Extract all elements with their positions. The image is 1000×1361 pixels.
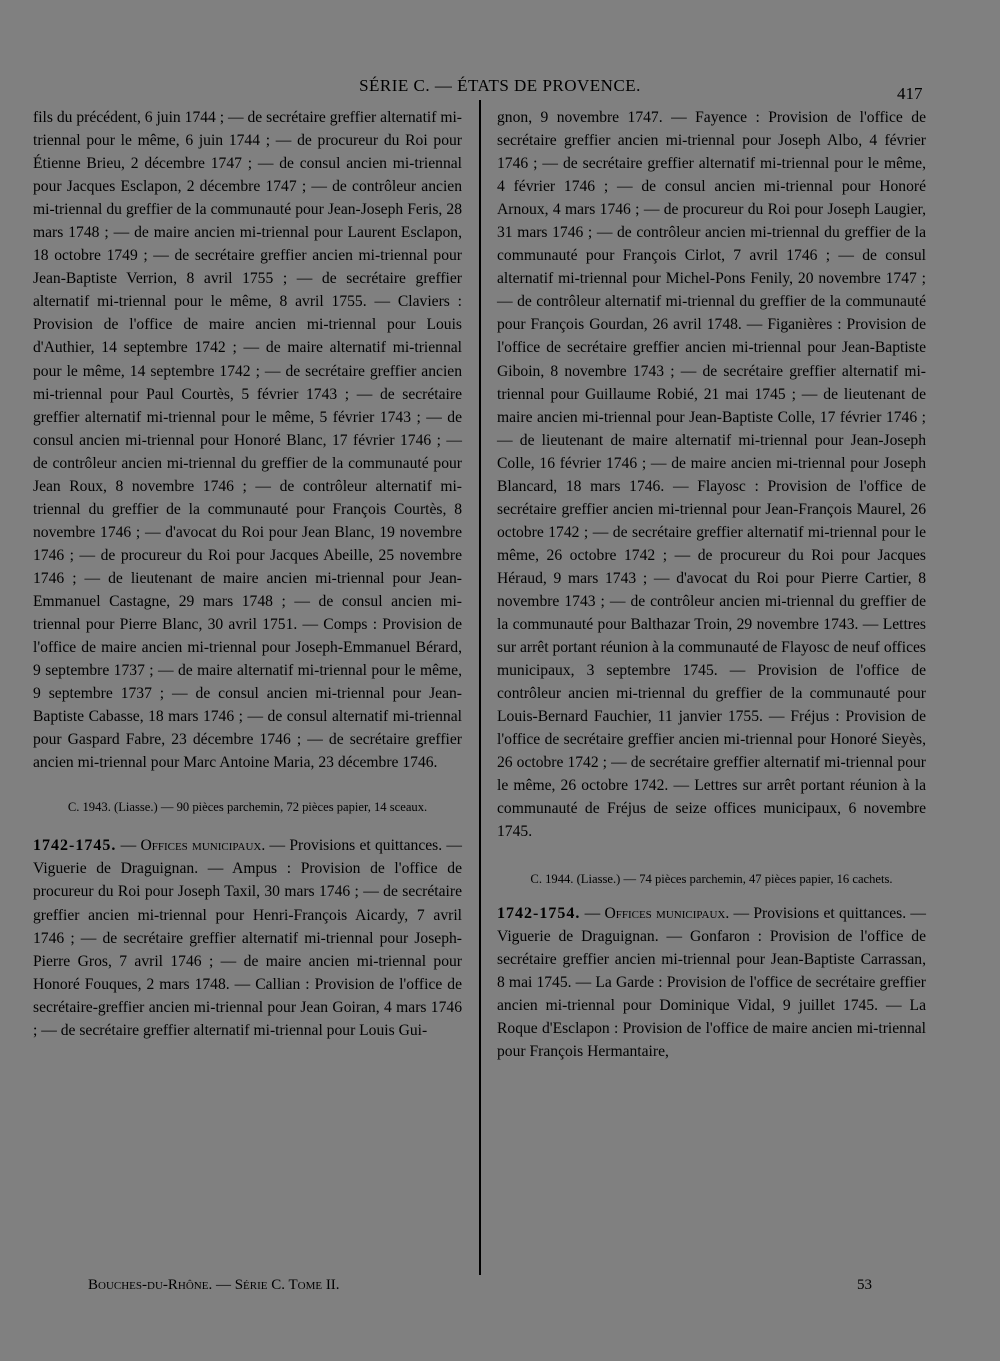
page-header-title: SÉRIE C. — ÉTATS DE PROVENCE.: [359, 76, 641, 95]
entry-1943: [33, 834, 462, 1041]
footer-series-title: Bouches-du-Rhône. — Série C. Tome II.: [88, 1277, 340, 1293]
page-number: 417: [897, 84, 923, 103]
entry-heading: — Offices municipaux.: [580, 904, 730, 922]
right-continuation-text: gnon, 9 novembre 1747. — Fayence : Provision de l'office de secrétaire greffier ancien mi-triennal pour Joseph Albo, 4 février 1746 ; — de secrétaire greffier alternatif mi-triennal pour le même, 4 février 1746 ; — de consul ancien mi-triennal pour Honoré Arnoux, 4 mars 1746 ; — de procureur du Roi pour Joseph Laugier, 31 mars 1746 ; — de contrôleur ancien mi-triennal du greffier de la communauté pour François Cirlot, 7 avril 1746 ; — de consul alternatif mi-triennal pour Michel-Pons Fenily, 20 novembre 1747 ; — de contrôleur alternatif mi-triennal du greffier de la communauté pour François Gourdan, 26 avril 1748. — Figanières : Provision de l'office de secrétaire greffier ancien mi-triennal pour Jean-Baptiste Giboin, 8 novembre 1743 ; — de secrétaire greffier alternatif mi-triennal pour Guillaume Robié, 21 mai 1745 ; — de lieutenant de maire ancien mi-triennal pour Jean-Baptiste Colle, 17 février 1746 ; — de lieutenant de maire alternatif mi-triennal pour Jean-Joseph Colle, 16 février 1746 ; — de maire ancien mi-triennal pour Joseph Blancard, 18 mars 1746. — Flayosc : Provision de l'office de secrétaire greffier ancien mi-triennal pour Jean-François Maurel, 26 octobre 1742 ; — de secrétaire greffier alternatif mi-triennal pour le même, 26 octobre 1742 ; — de procureur du Roi pour Jacques Héraud, 9 mars 1743 ; — d'avocat du Roi pour Pierre Cartier, 8 novembre 1743 ; — de contrôleur ancien mi-triennal du greffier de la communauté pour Balthazar Troin, 29 novembre 1743. — Lettres sur arrêt portant réunion à la communauté de Flayosc de neuf offices municipaux, 3 septembre 1745. — Provision de l'office de contrôleur ancien mi-triennal du greffier de la communauté pour Louis-Bernard Fauchier, 11 janvier 1755. — Fréjus : Provision de l'office de secrétaire greffier ancien mi-triennal pour Honoré Sieyès, 26 octobre 1742 ; — de secrétaire greffier alternatif mi-triennal pour le même, 26 octobre 1742. — Lettres sur arrêt portant réunion à la communauté de Fréjus de seize offices municipaux, 6 novembre 1745.: [497, 109, 926, 841]
entry-date-range: 1742-1745.: [33, 837, 117, 855]
entry-text: — Provisions et quittances. — Viguerie de Draguignan. — Ampus : Provision de l'office de procureur du Roi pour Joseph Taxil, 30 mars 1746 ; — de secrétaire greffier ancien mi-triennal pour Henri-François Aicardy, 7 avril 1746 ; — de secrétaire greffier alternatif mi-triennal pour Joseph-Pierre Gros, 7 avril 1746 ; — de maire ancien mi-triennal pour Honoré Fouques, 2 mars 1748. — Callian : Provision de l'office de secrétaire-greffier ancien mi-triennal pour Jean Goiran, 4 mars 1746 ; — de secrétaire greffier alternatif mi-triennal pour Louis Gui-: [33, 837, 462, 1039]
left-continuation-text: fils du précédent, 6 juin 1744 ; — de secrétaire greffier alternatif mi-triennal pour le même, 6 juin 1744 ; — de procureur du Roi pour Étienne Brieu, 2 décembre 1747 ; — de consul ancien mi-triennal pour Jacques Esclapon, 2 décembre 1747 ; — de contrôleur ancien mi-triennal du greffier de la communauté pour Jean-Joseph Feris, 28 mars 1748 ; — de maire ancien mi-triennal pour Laurent Esclapon, 18 octobre 1749 ; — de secrétaire greffier ancien mi-triennal pour Jean-Baptiste Verrion, 8 avril 1755 ; — de secrétaire greffier alternatif mi-triennal pour le même, 8 avril 1755. — Claviers : Provision de l'office de maire ancien mi-triennal pour Louis d'Authier, 14 septembre 1742 ; — de maire alternatif mi-triennal pour le même, 14 septembre 1742 ; — de secrétaire greffier ancien mi-triennal pour Paul Courtès, 5 février 1743 ; — de secrétaire greffier alternatif mi-triennal pour le même, 5 février 1743 ; — de consul ancien mi-triennal pour Honoré Blanc, 17 février 1746 ; — de contrôleur ancien mi-triennal du greffier de la communauté pour Jean Roux, 8 novembre 1746 ; — de contrôleur alternatif mi-triennal du greffier de la communauté pour François Courtès, 8 novembre 1746 ; — d'avocat du Roi pour Jean Blanc, 19 novembre 1746 ; — de procureur du Roi pour Jacques Abeille, 25 novembre 1746 ; — de lieutenant de maire ancien mi-triennal pour Jean-Emmanuel Castagne, 29 mars 1748 ; — de consul ancien mi-triennal pour Pierre Blanc, 30 avril 1751. — Comps : Provision de l'office de maire ancien mi-triennal pour Joseph-Emmanuel Bérard, 9 septembre 1737 ; — de maire alternatif mi-triennal pour le même, 9 septembre 1737 ; — de consul ancien mi-triennal pour Jean-Baptiste Cabasse, 18 mars 1746 ; — de consul alternatif mi-triennal pour Gaspard Fabre, 23 décembre 1746 ; — de secrétaire greffier ancien mi-triennal pour Marc Antoine Maria, 23 décembre 1746.: [33, 109, 462, 772]
right-column: [497, 106, 926, 1063]
archive-caption-1944: C. 1944. (Liasse.) — 74 pièces parchemin, 47 pièces papier, 16 cachets.: [530, 871, 893, 886]
footer-sheet-number: 53: [857, 1277, 872, 1293]
entry-heading: — Offices municipaux.: [116, 837, 266, 855]
entry-date-range: 1742-1754.: [497, 904, 581, 922]
archive-caption-1943: C. 1943. (Liasse.) — 90 pièces parchemin, 72 pièces papier, 14 sceaux.: [67, 800, 428, 815]
entry-1944: [497, 902, 926, 1063]
left-column: [33, 106, 462, 1042]
column-divider: [479, 100, 481, 1275]
entry-text: — Provisions et quittances. — Viguerie de Draguignan. — Gonfaron : Provision de l'office de secrétaire greffier ancien mi-triennal pour Jean-Baptiste Carrassan, 8 mai 1745. — La Garde : Provision de l'office de secrétaire greffier ancien mi-triennal pour Dominique Vidal, 9 juillet 1745. — La Roque d'Esclapon : Provision de l'office de maire ancien mi-triennal pour François Hermantaire,: [497, 904, 926, 1060]
